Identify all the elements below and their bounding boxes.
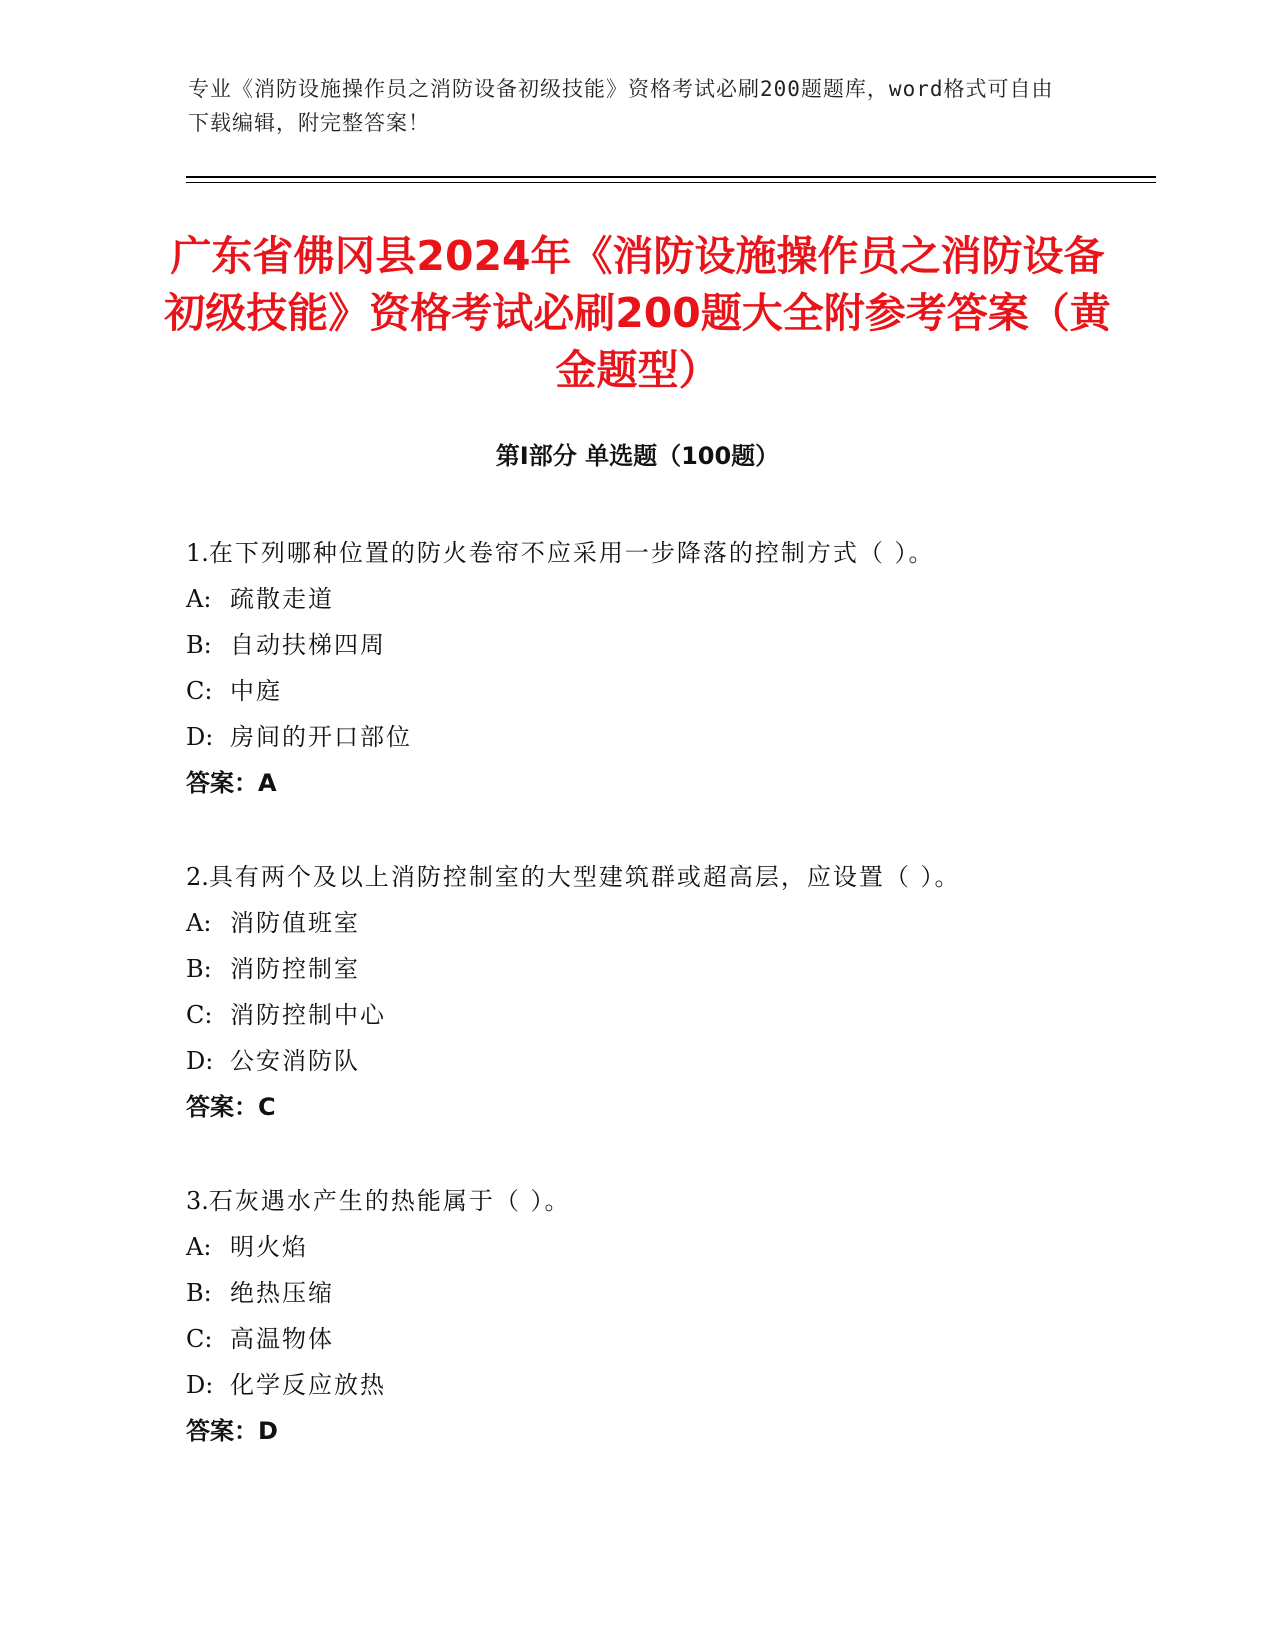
question-2 (186, 854, 1086, 1130)
answer-line: 答案：A (186, 769, 277, 797)
option-key: B: (186, 955, 212, 983)
question-stem (186, 854, 1086, 900)
option-key: D: (186, 723, 214, 751)
document-title: 广东省佛冈县2024年《消防设施操作员之消防设备初级技能》资格考试必刷200题大全附参考答案（黄金题型） (164, 232, 1111, 394)
option-d (186, 714, 1086, 760)
option-d (186, 1038, 1086, 1084)
option-key: D: (186, 1371, 214, 1399)
option-c (186, 668, 1086, 714)
option-key: D: (186, 1047, 214, 1075)
question-stem (186, 1178, 1086, 1224)
option-b (186, 1270, 1086, 1316)
question-text: 在下列哪种位置的防火卷帘不应采用一步降落的控制方式（ ）。 (208, 539, 935, 567)
question-3 (186, 1178, 1086, 1454)
question-number: 3. (186, 1187, 209, 1215)
option-text: 消防控制室 (230, 955, 360, 983)
question-1 (186, 530, 1086, 806)
option-key: A: (186, 585, 212, 613)
option-a (186, 1224, 1086, 1270)
option-key: A: (186, 1233, 212, 1261)
question-list (186, 530, 1086, 1454)
header-note: 专业《消防设施操作员之消防设备初级技能》资格考试必刷200题题库，word格式可自由下载编辑，附完整答案！ (188, 77, 1054, 135)
option-text: 自动扶梯四周 (230, 631, 386, 659)
option-key: C: (186, 677, 213, 705)
option-a (186, 900, 1086, 946)
option-text: 疏散走道 (230, 585, 334, 613)
option-c (186, 1316, 1086, 1362)
header-rule-thick (186, 176, 1156, 178)
option-text: 中庭 (230, 677, 282, 705)
question-text: 石灰遇水产生的热能属于（ ）。 (208, 1187, 571, 1215)
answer-line: 答案：C (186, 1093, 276, 1121)
section-heading: 第I部分 单选题（100题） (495, 442, 780, 470)
option-text: 消防控制中心 (230, 1001, 386, 1029)
question-number: 1. (186, 539, 209, 567)
question-number: 2. (186, 863, 209, 891)
option-d (186, 1362, 1086, 1408)
option-text: 明火焰 (230, 1233, 308, 1261)
option-b (186, 622, 1086, 668)
option-text: 化学反应放热 (230, 1371, 386, 1399)
option-key: A: (186, 909, 212, 937)
header-rule-thin (186, 182, 1156, 183)
question-text: 具有两个及以上消防控制室的大型建筑群或超高层，应设置（ ）。 (208, 863, 961, 891)
option-text: 房间的开口部位 (230, 723, 412, 751)
question-stem (186, 530, 1086, 576)
option-c (186, 992, 1086, 1038)
option-text: 绝热压缩 (230, 1279, 334, 1307)
option-text: 高温物体 (230, 1325, 334, 1353)
answer-line: 答案：D (186, 1417, 278, 1445)
option-a (186, 576, 1086, 622)
option-key: C: (186, 1325, 213, 1353)
option-b (186, 946, 1086, 992)
option-key: B: (186, 631, 212, 659)
option-text: 消防值班室 (230, 909, 360, 937)
option-key: C: (186, 1001, 213, 1029)
option-key: B: (186, 1279, 212, 1307)
option-text: 公安消防队 (230, 1047, 360, 1075)
